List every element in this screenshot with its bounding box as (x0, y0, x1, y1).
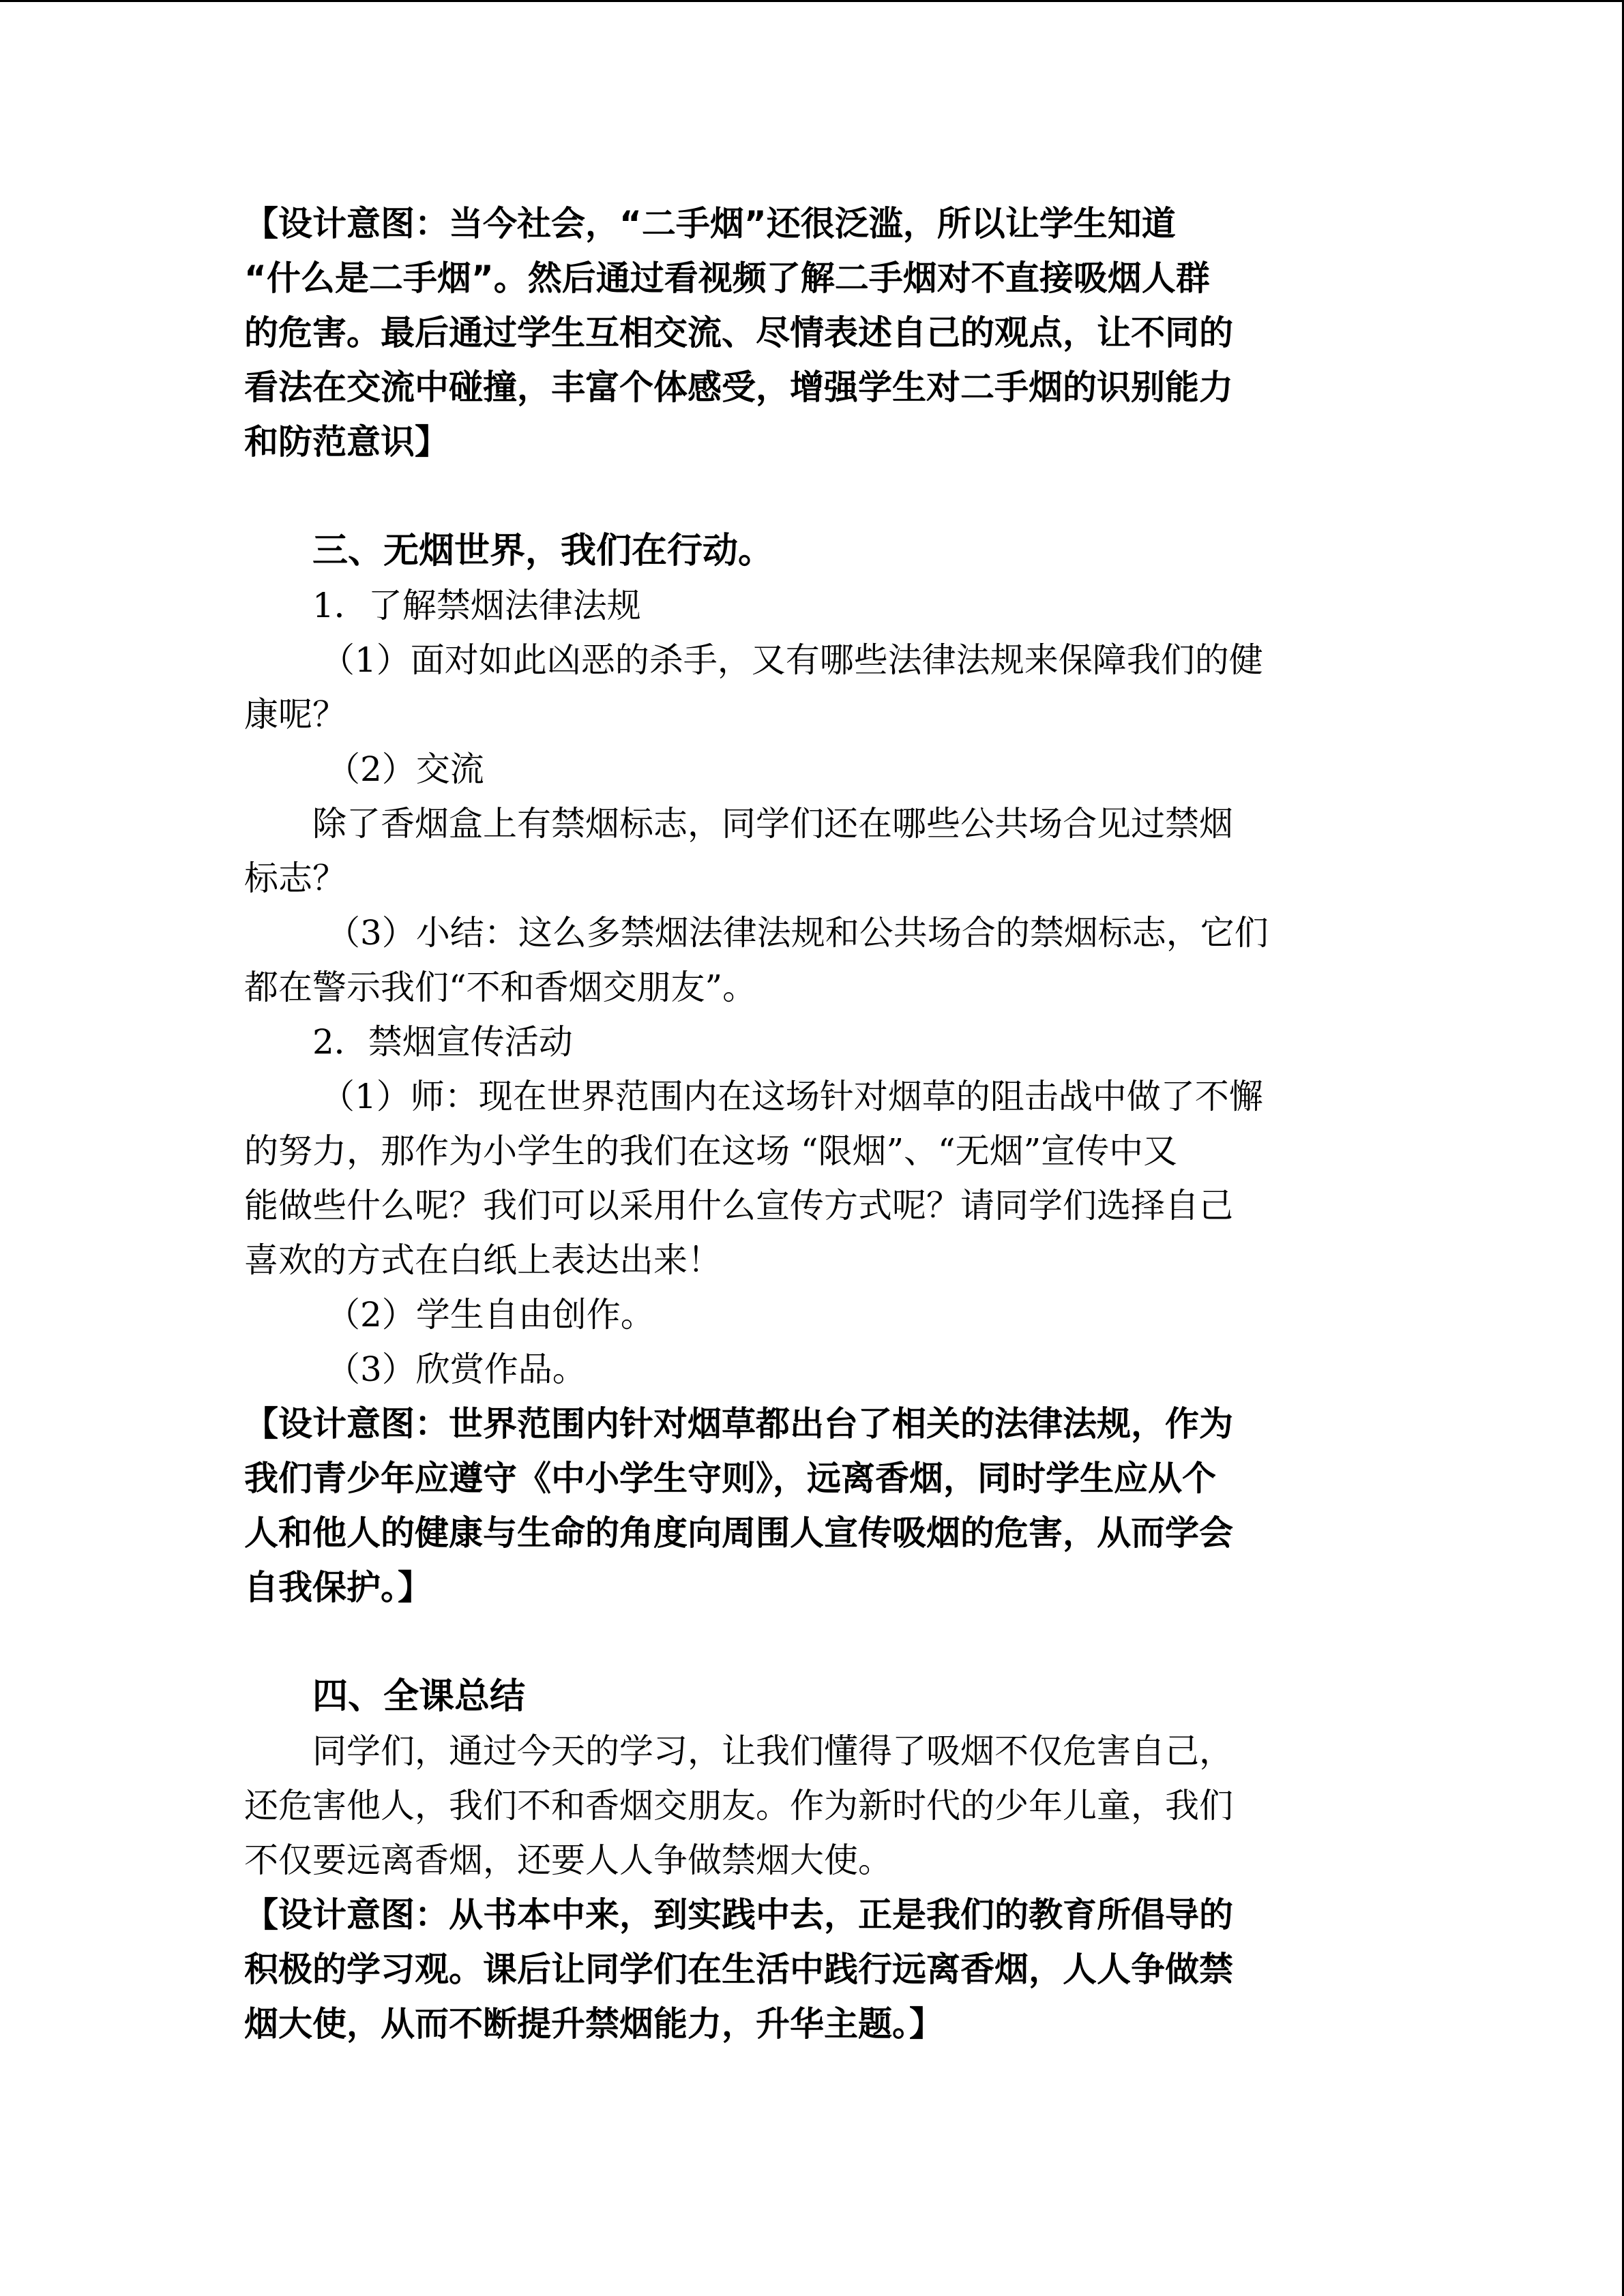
paragraph-line: 的努力，那作为小学生的我们在这场 “限烟”、“无烟”宣传中又 (244, 1131, 1178, 1171)
paragraph-line: （1）面对如此凶恶的杀手，又有哪些法律法规来保障我们的健 (321, 640, 1263, 680)
intent-line: 【设计意图：当今社会，“二手烟”还很泛滥，所以让学生知道 (244, 204, 1176, 243)
design-intent-practice (244, 1888, 1376, 2051)
section-smoke-free-world (244, 524, 1376, 1397)
intent-line: 烟大使，从而不断提升禁烟能力，升华主题。】 (244, 2004, 943, 2044)
intent-line: 积极的学习观。课后让同学们在生活中践行远离香烟，人人争做禁 (244, 1950, 1233, 1989)
paragraph-line: 都在警示我们“不和香烟交朋友”。 (244, 968, 757, 1007)
paragraph-line: （2）交流 (326, 749, 484, 789)
paragraph-line: 还危害他人，我们不和香烟交朋友。作为新时代的少年儿童，我们 (244, 1786, 1233, 1825)
paragraph-line: 同学们，通过今天的学习，让我们懂得了吸烟不仅危害自己， (312, 1731, 1233, 1771)
paragraph-line: 喜欢的方式在白纸上表达出来！ (244, 1240, 722, 1280)
intent-line: 的危害。最后通过学生互相交流、尽情表述自己的观点，让不同的 (244, 313, 1233, 353)
paragraph-line: 能做些什么呢？我们可以采用什么宣传方式呢？请同学们选择自己 (244, 1186, 1233, 1225)
intent-line: 和防范意识】 (244, 422, 449, 462)
document-page (244, 196, 1376, 2051)
intent-line: 自我保护。】 (244, 1568, 432, 1607)
subsection-title: 2．禁烟宣传活动 (312, 1022, 573, 1062)
design-intent-laws (244, 1397, 1376, 1615)
intent-line: 【设计意图：从书本中来，到实践中去，正是我们的教育所倡导的 (244, 1895, 1233, 1935)
paragraph-line: 康呢？ (244, 695, 346, 734)
intent-line: “什么是二手烟”。然后通过看视频了解二手烟对不直接吸烟人群 (244, 258, 1210, 298)
intent-line: 【设计意图：世界范围内针对烟草都出台了相关的法律法规，作为 (244, 1404, 1233, 1444)
paragraph-line: 标志？ (244, 859, 346, 898)
design-intent-secondhand-smoke (244, 196, 1376, 469)
section-heading: 四、全课总结 (312, 1676, 526, 1717)
paragraph-line: 不仅要远离香烟，还要人人争做禁烟大使。 (244, 1840, 892, 1880)
paragraph-line: 除了香烟盒上有禁烟标志，同学们还在哪些公共场合见过禁烟 (312, 804, 1233, 844)
paragraph-line: （1）师：现在世界范围内在这场针对烟草的阻击战中做了不懈 (321, 1077, 1263, 1116)
section-heading: 三、无烟世界，我们在行动。 (312, 531, 774, 571)
subsection-title: 1．了解禁烟法律法规 (312, 586, 641, 625)
page-border-top (0, 0, 1624, 2)
intent-line: 人和他人的健康与生命的角度向周围人宣传吸烟的危害，从而学会 (244, 1513, 1233, 1553)
intent-line: 我们青少年应遵守《中小学生守则》，远离香烟，同时学生应从个 (244, 1459, 1216, 1498)
paragraph-line: （3）小结：这么多禁烟法律法规和公共场合的禁烟标志，它们 (326, 913, 1269, 953)
intent-line: 看法在交流中碰撞，丰富个体感受，增强学生对二手烟的识别能力 (244, 368, 1233, 407)
paragraph-line: （2）学生自由创作。 (326, 1295, 655, 1335)
paragraph-line: （3）欣赏作品。 (326, 1350, 587, 1389)
section-summary (244, 1669, 1376, 1888)
